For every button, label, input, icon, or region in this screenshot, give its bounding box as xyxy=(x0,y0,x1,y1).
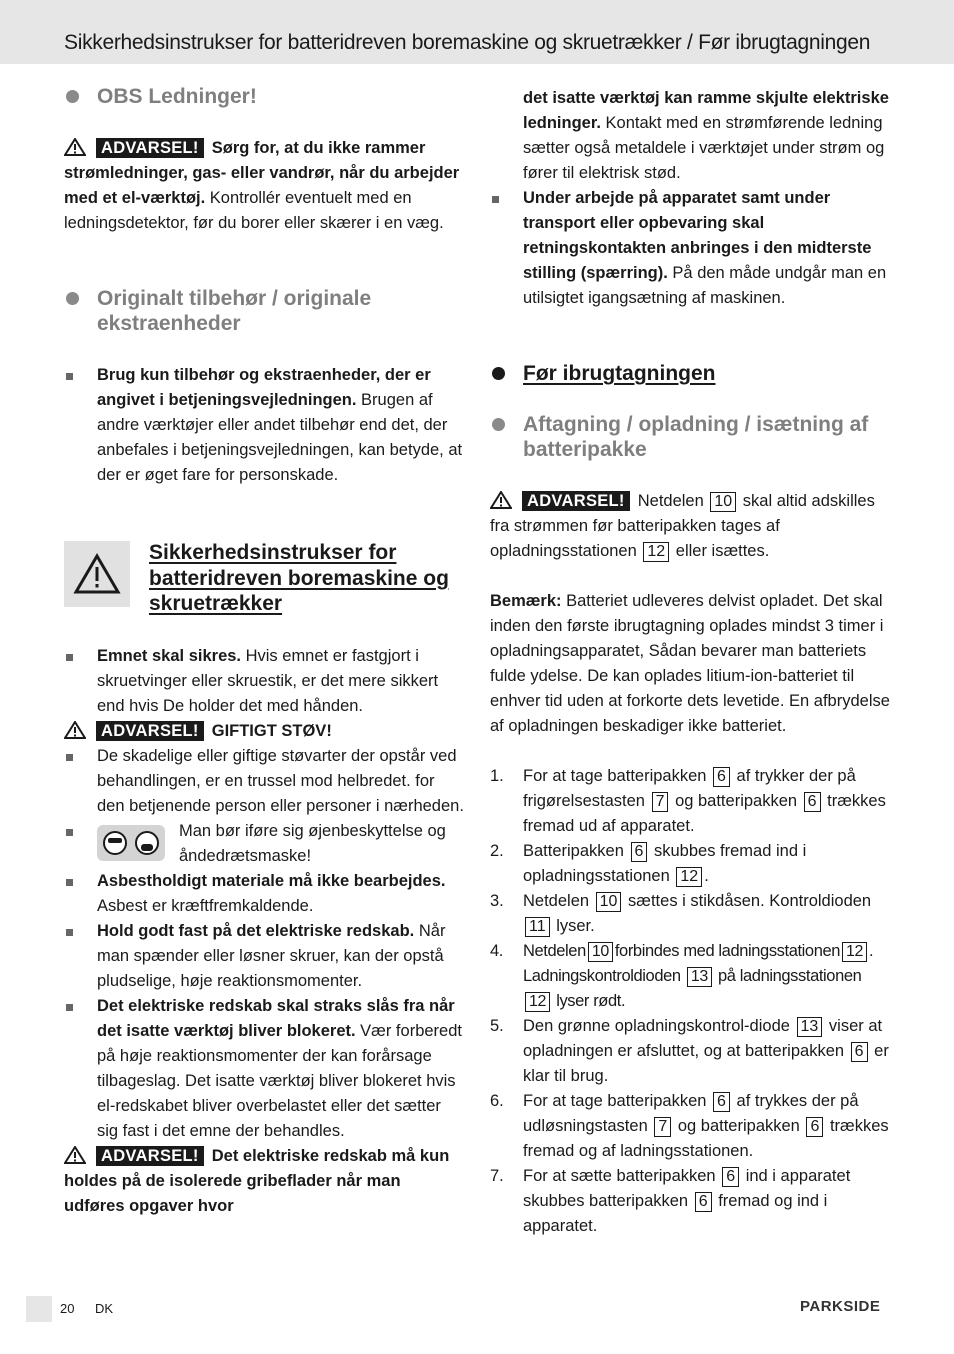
square-bullet-icon xyxy=(66,879,73,886)
language-code: DK xyxy=(95,1301,114,1316)
ref-number: 12 xyxy=(643,542,669,562)
warning-battery: ADVARSEL! Netdelen 10 skal altid adskilles fra strømmen før batteripakken tages af opladningsstationen 12 eller isættes. xyxy=(490,492,875,560)
ref-number: 10 xyxy=(588,942,613,962)
safety-section-title: Sikkerhedsinstrukser for batteridreven boremaskine og skruetrækker xyxy=(149,541,449,615)
ref-number: 6 xyxy=(851,1042,868,1062)
section-heading-before-use: Før ibrugtagningen xyxy=(490,361,890,386)
section-heading-cables: OBS Ledninger! xyxy=(64,84,464,109)
section-heading-accessories: Originalt tilbehør / originale ekstraenheder xyxy=(64,286,464,336)
list-item: Det elektriske redskab skal straks slås fra når det isatte værktøj bliver blokeret. Vær forberedt på høje reaktionsmomenter der kan forårsage tilbageslag. Det isatte værktøj bliver blokeret hvis el-redskabet bliver overbelastet eller det sætter sig fast i det emne der behandles. xyxy=(64,994,464,1144)
square-bullet-icon xyxy=(66,1004,73,1011)
ref-number: 11 xyxy=(525,917,550,937)
step-item: 3. Netdelen 10 sættes i stikdåsen. Kontroldioden 11 lyser. xyxy=(490,892,872,935)
left-column xyxy=(64,84,464,1219)
warning-triangle-icon xyxy=(490,491,512,509)
list-item: De skadelige eller giftige støvarter der opstår ved behandlingen, er en trussel mod helbredet. for den betjenende person eller personer i nærheden. xyxy=(64,744,464,819)
ref-number: 13 xyxy=(797,1017,823,1037)
square-bullet-icon xyxy=(492,196,499,203)
square-bullet-icon xyxy=(66,829,73,836)
page-header xyxy=(0,0,954,64)
list-item: Under arbejde på apparatet samt under transport eller opbevaring skal retningskontakten anbringes i den midterste stilling (spærring). På den måde undgår man en utilsigtet igangsætning af maskinen. xyxy=(490,186,890,311)
bullet-dot-icon xyxy=(492,418,505,431)
warning-triangle-icon xyxy=(64,138,86,156)
square-bullet-icon xyxy=(66,373,73,380)
step-item: 5. Den grønne opladningskontrol-diode 13 viser at opladningen er afsluttet, og at batteripakken 6 er klar til brug. xyxy=(490,1017,889,1085)
ref-number: 10 xyxy=(596,892,622,912)
list-item-continued: det isatte værktøj kan ramme skjulte elektriske ledninger. Kontakt med en strømførende ledning sætter også metaldele i værktøjet under strøm og fører til elektrisk stød. xyxy=(523,89,889,182)
steps-list xyxy=(490,764,890,1239)
warning-triangle-icon xyxy=(64,721,86,739)
square-bullet-icon xyxy=(66,754,73,761)
square-bullet-icon xyxy=(66,929,73,936)
ref-number: 6 xyxy=(722,1167,739,1187)
warning-paragraph-cables: ADVARSEL! Sørg for, at du ikke rammer strømledninger, gas- eller vandrør, når du arbejder med et el-værktøj. Kontrollér eventuelt med en ledningsdetektor, før du borer eller skærer i en væg. xyxy=(64,139,460,232)
protective-gear-icon xyxy=(97,825,165,861)
ref-number: 13 xyxy=(687,967,712,987)
list-item: Emnet skal sikres. Hvis emnet er fastgjort i skruetvinger eller skruestik, er det mere sikkert end hvis De holder det med hånden. xyxy=(64,644,464,719)
note-paragraph: Bemærk: Batteriet udleveres delvist opladet. Det skal inden den første ibrugtagning oplades mindst 3 timer i opladningsapparatet, Sådan bevarer man batteriets fulde ydelse. De kan oplades litium-ion-batteriet til enhver tid uden at forkorte dets levetide. En afbrydelse af opladningen beskadiger ikke batteriet. xyxy=(490,592,890,735)
bullet-dot-icon xyxy=(66,292,79,305)
step-item: 2. Batteripakken 6 skubbes fremad ind i opladningsstationen 12 . xyxy=(490,842,807,885)
ref-number: 10 xyxy=(710,492,736,512)
brand-logo: PARKSIDE xyxy=(800,1298,881,1315)
section-heading-battery: Aftagning / opladning / isætning af batteripakke xyxy=(490,412,890,462)
bullet-dot-icon xyxy=(66,90,79,103)
warning-triangle-icon xyxy=(64,1146,86,1164)
list-item: Asbestholdigt materiale må ikke bearbejdes. Asbest er kræftfremkaldende. xyxy=(64,869,464,919)
page-number: 20 xyxy=(60,1301,75,1316)
warning-badge: ADVARSEL! xyxy=(96,721,204,741)
warning-triangle-icon xyxy=(64,541,130,607)
footer-page-marker xyxy=(26,1296,52,1322)
bullet-dot-icon xyxy=(492,367,505,380)
step-item: 6. For at tage batteripakken 6 af trykkes der på udløsningstasten 7 og batteripakken 6 trækkes fremad og af ladningsstationen. xyxy=(490,1092,889,1160)
ref-number: 6 xyxy=(713,1092,730,1112)
ref-number: 6 xyxy=(713,767,730,787)
warning-badge: ADVARSEL! xyxy=(96,1146,204,1166)
ref-number: 6 xyxy=(804,792,821,812)
header-title: Sikkerhedsinstrukser for batteridreven boremaskine og skruetrækker / Før ibrugtagningen xyxy=(64,31,871,54)
ref-number: 12 xyxy=(842,942,867,962)
ref-number: 7 xyxy=(652,792,669,812)
list-item: Man bør iføre sig øjenbeskyttelse og åndedrætsmaske! xyxy=(64,819,464,869)
warning-insulated-grip: ADVARSEL! Det elektriske redskab må kun holdes på de isolerede gribeflader når man udføres opgaver hvor xyxy=(64,1146,450,1215)
warning-badge: ADVARSEL! xyxy=(96,138,204,158)
ref-number: 12 xyxy=(676,867,702,887)
square-bullet-icon xyxy=(66,654,73,661)
step-item: 1. For at tage batteripakken 6 af trykker der på frigørelsestasten 7 og batteripakken 6 trækkes fremad ud af apparatet. xyxy=(490,767,886,835)
warning-badge: ADVARSEL! xyxy=(522,491,630,511)
list-item: Brug kun tilbehør og ekstraenheder, der er angivet i betjeningsvejledningen. Brugen af andre værktøjer eller andet tilbehør end det, der anbefales i betjeningsvejledningen, kan betyde, at der er øget fare for personskade. xyxy=(64,363,464,488)
list-item: Hold godt fast på det elektriske redskab. Når man spænder eller løsner skruer, kan der opstå pludselige, høje reaktionsmomenter. xyxy=(64,919,464,994)
safety-section-heading xyxy=(64,540,464,617)
ref-number: 6 xyxy=(695,1192,712,1212)
step-item: 4. Netdelen 10 forbindes med ladningsstationen 12 . Ladningskontroldioden 13 på ladningsstationen 12 lyser rødt. xyxy=(490,942,874,1010)
ref-number: 7 xyxy=(654,1117,671,1137)
ref-number: 6 xyxy=(806,1117,823,1137)
warning-dust: ADVARSEL! GIFTIGT STØV! xyxy=(64,719,464,744)
right-column xyxy=(490,86,890,1239)
ref-number: 6 xyxy=(631,842,648,862)
step-item: 7. For at sætte batteripakken 6 ind i apparatet skubbes batteripakken 6 fremad og ind i apparatet. xyxy=(490,1167,851,1235)
ref-number: 12 xyxy=(525,992,550,1012)
